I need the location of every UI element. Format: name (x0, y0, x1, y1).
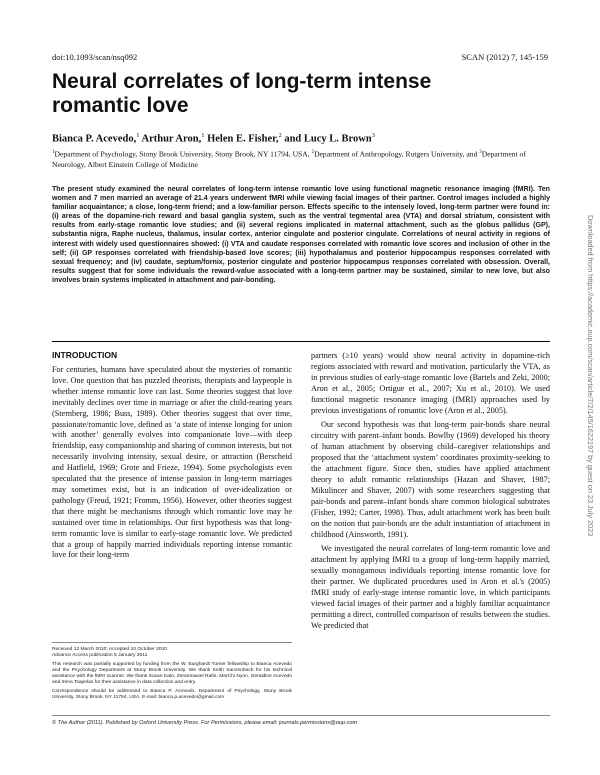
affiliations (52, 148, 552, 170)
body-column-right (311, 351, 550, 632)
abstract: The present study examined the neural correlates of long-term intense romantic love using functional magnetic resonance imaging (fMRI). Ten women and 7 men married an average of 21.4 years underwent fMRI while viewing facial images of their partner. Control images included a highly familiar acquaintance; a close, long-term friend; and a low-familiar person. Effects specific to the intensely loved, long-term partner were found in: (i) areas of the dopamine-rich reward and basal ganglia system, such as the ventral tegmental area (VTA) and dorsal striatum, consistent with results from early-stage romantic love studies; and (ii) several regions implicated in maternal attachment, such as the globus pallidus (GP), substantia nigra, Raphe nucleus, thalamus, insular cortex, anterior cingulate and posterior cingulate. Correlations of neural activity in regions of interest with widely used questionnaires showed: (i) VTA and caudate responses correlated with romantic love scores and inclusion of other in the self; (ii) GP responses correlated with friendship-based love scores; (iii) hypothalamus and posterior hippocampus responses correlated with sexual frequency; and (iv) caudate, septum/fornix, posterior cingulate and posterior hippocampus responses correlated with obsession. Overall, results suggest that for some individuals the reward-value associated with a long-term partner may be sustained, similar to new love, but also involves brain systems implicated in attachment and pair-bonding. (52, 186, 550, 284)
section-divider (52, 341, 550, 342)
author-list (52, 132, 375, 145)
download-watermark: Downloaded from https://academic.oup.com/scan/article/7/2/145/1622197 by guest on 23 July 2023 (586, 215, 595, 537)
affiliation-text: Department of Anthropology, Rutgers University, and (314, 149, 480, 159)
affiliation-text: Department of Neurology, Albert Einstein College of Medicine (52, 149, 526, 169)
paragraph: For centuries, humans have speculated about the mysteries of romantic love. One question that has puzzled theorists, therapists and laypeople is whether intense romantic love can last. Some theories suggest that love inevitably declines over time in marriage or after the child-rearing years (Sternberg, 1986; Buss, 1989). Other theories suggest that over time, passionate/romantic love, defined as ‘a state of intense longing for union with another’ generally evolves into companionate love—with deep friendship, easy companionship and sharing of common interests, but not necessarily involving intensity, sexual desire, or attraction (Berscheid and Hatfield, 1969; Grote and Frieze, 1994). Some psychologists even speculated that the presence of intense passion in long-term marriages may sometimes exist, but is an indication of over-idealization or pathology (Freud, 1921; Fromm, 1956). However, other theories suggest that there might be mechanisms through which romantic love may be sustained over time in relationships. Our first hypothesis was that long-term romantic love is similar to early-stage romantic love. We predicted that a group of happily married individuals reporting intense romantic love for their long-term (52, 365, 292, 560)
article-title: Neural correlates of long-term intense romantic love (52, 70, 432, 117)
journal-reference: SCAN (2012) 7, 145-159 (461, 52, 548, 62)
author-name: Bianca P. Acevedo, (52, 133, 137, 145)
doi-header: doi:10.1093/scan/nsq092 (52, 52, 138, 62)
footnote-divider (52, 642, 292, 643)
paragraph: Our second hypothesis was that long-term pair-bonds share neural circuitry with parent–infant bonds. Bowlby (1969) developed his theory of human attachment by observing child–caregiver relationships and proposed that the ‘attachment system’ coordinates proximity-seeking to the attachment figure. Since then, studies have applied attachment theory to adult romantic relationships (Hazan and Shaver, 1987; Mikulincer and Shaver, 2007) with some researchers suggesting that pair-bonds and parent–infant bonds share common biological substrates (Fisher, 1992; Carter, 1998). Thus, adult attachment work has been built on the notion that pair-bonds are the adult instantiation of attachment in childhood (Ainsworth, 1991). (311, 420, 550, 539)
body-column-left (52, 365, 292, 561)
paragraph: partners (≥10 years) would show neural activity in dopamine-rich regions associated with reward and motivation, particularly the VTA, as in previous studies of early-stage romantic love (Bartels and Zeki, 2000; Aron et al., 2005; Ortigue et al., 2007; Xu et al., 2010). We used functional magnetic resonance imaging (fMRI) approaches used by previous investigations of romantic love (Aron et al., 2005). (311, 351, 550, 415)
copyright-notice: © The Author (2011). Published by Oxford University Press. For Permissions, please email: journals.permissions@oup.com (52, 720, 358, 726)
author-affil-mark: 1 (136, 132, 140, 139)
author-affil-mark: 1 (201, 132, 205, 139)
affiliation-text: Department of Psychology, Stony Brook University, Stony Brook, NY 11794, USA, (54, 149, 312, 159)
footnotes (52, 647, 292, 701)
received-dates: Received 12 March 2010; Accepted 10 October 2010 (52, 647, 168, 652)
author-name: and Lucy L. Brown (284, 133, 372, 145)
author-affil-mark: 2 (278, 132, 282, 139)
author-affil-mark: 3 (371, 132, 375, 139)
affil-mark: 3 (479, 150, 482, 155)
affil-mark: 2 (311, 150, 315, 155)
section-heading: INTRODUCTION (52, 350, 118, 360)
footer-divider (52, 715, 550, 716)
paragraph: We investigated the neural correlates of long-term romantic love and attachment by applying fMRI to a group of long-term happily married, sexually monogamous individuals reporting intense romantic love for their partner. We duplicated procedures used in Aron et al.'s (2005) fMRI study of early-stage intense romantic love, in which participants viewed facial images of their partner and a highly familiar acquaintance permitting a direct, controlled comparison of results between the studies. We predicted that (311, 544, 550, 630)
affil-mark: 1 (52, 150, 55, 155)
advance-access: Advance Access publication 5 January 2011 (52, 653, 148, 659)
funding-note: This research was partially supported by funding from the W. Burghardt Turner fellowship to Bianca Acevedo and the Psychology Department at Stony Brook University. We thank Keith Sanzenbach for his technical assistance with the fMRI scanner. We thank Susan Kato, Zeramnawel Rafie, MarChi Nyon, Geraldine Acevedo and Irena Tsapelas for their assistance in data collection and entry. (52, 661, 292, 686)
author-name: Helen E. Fisher, (207, 133, 279, 145)
author-name: Arthur Aron, (141, 133, 202, 145)
correspondence-note: Correspondence should be addressed to Bianca P. Acevedo, Department of Psychology, Stony Brook University, Stony Brook, NY 11794, USA. E-mail: bianca.p.acevedo@gmail.com (52, 688, 292, 701)
